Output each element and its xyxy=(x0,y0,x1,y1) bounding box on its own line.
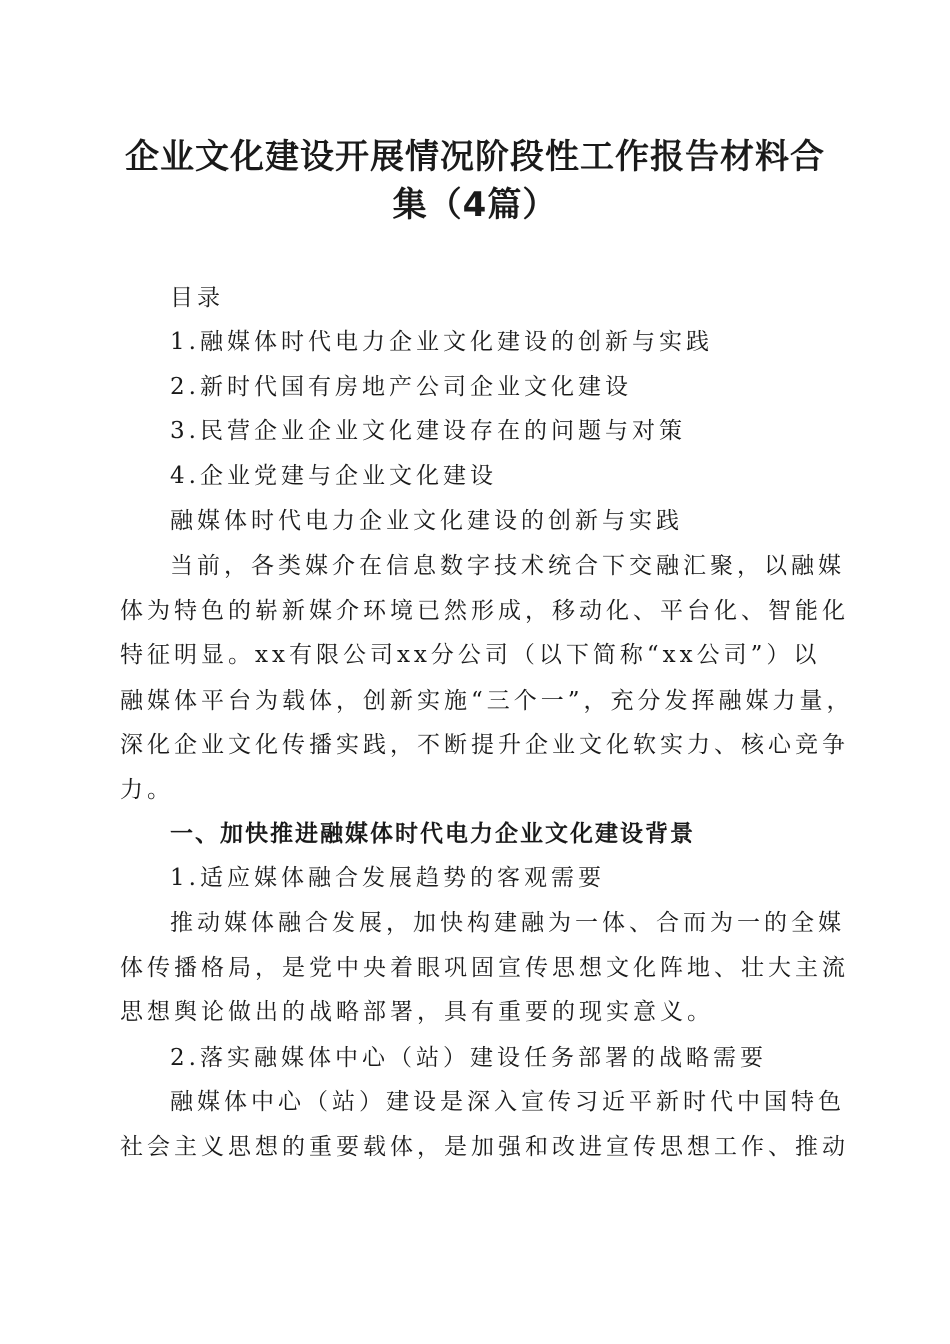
paragraph-line: 推动媒体融合发展，加快构建融为一体、合而为一的全媒 xyxy=(170,910,845,936)
paragraph-line: 融媒体中心（站）建设是深入宣传习近平新时代中国特色 xyxy=(170,1089,845,1115)
document-title-line-2: 集（4篇） xyxy=(392,185,558,225)
paragraph-line: 融媒体平台为载体，创新实施“三个一”，充分发挥融媒力量， xyxy=(120,688,854,714)
paragraph-line: 体传播格局，是党中央着眼巩固宣传思想文化阵地、壮大主流 xyxy=(120,955,849,981)
paragraph-line: 体为特色的崭新媒介环境已然形成，移动化、平台化、智能化 xyxy=(120,598,849,624)
subsection-heading: 2.落实融媒体中心（站）建设任务部署的战略需要 xyxy=(170,1045,767,1071)
toc-item: 1.融媒体时代电力企业文化建设的创新与实践 xyxy=(170,329,713,355)
document-title-line-1: 企业文化建设开展情况阶段性工作报告材料合 xyxy=(125,137,825,177)
paragraph-line: 力。 xyxy=(120,777,174,803)
subsection-heading: 1.适应媒体融合发展趋势的客观需要 xyxy=(170,865,605,891)
paragraph-line: 特征明显。xx有限公司xx分公司（以下简称“xx公司”）以 xyxy=(120,642,821,668)
paragraph-line: 深化企业文化传播实践，不断提升企业文化软实力、核心竞争 xyxy=(120,732,849,758)
toc-heading: 目录 xyxy=(170,285,224,311)
section-heading: 一、加快推进融媒体时代电力企业文化建设背景 xyxy=(170,821,695,847)
paragraph-line: 思想舆论做出的战略部署，具有重要的现实意义。 xyxy=(120,999,714,1025)
paragraph-line: 当前，各类媒介在信息数字技术统合下交融汇聚，以融媒 xyxy=(170,553,845,579)
toc-item: 2.新时代国有房地产公司企业文化建设 xyxy=(170,374,632,400)
toc-item: 3.民营企业企业文化建设存在的问题与对策 xyxy=(170,418,686,444)
paragraph-line: 社会主义思想的重要载体，是加强和改进宣传思想工作、推动 xyxy=(120,1134,849,1160)
article-title: 融媒体时代电力企业文化建设的创新与实践 xyxy=(170,508,683,534)
toc-item: 4.企业党建与企业文化建设 xyxy=(170,463,497,489)
